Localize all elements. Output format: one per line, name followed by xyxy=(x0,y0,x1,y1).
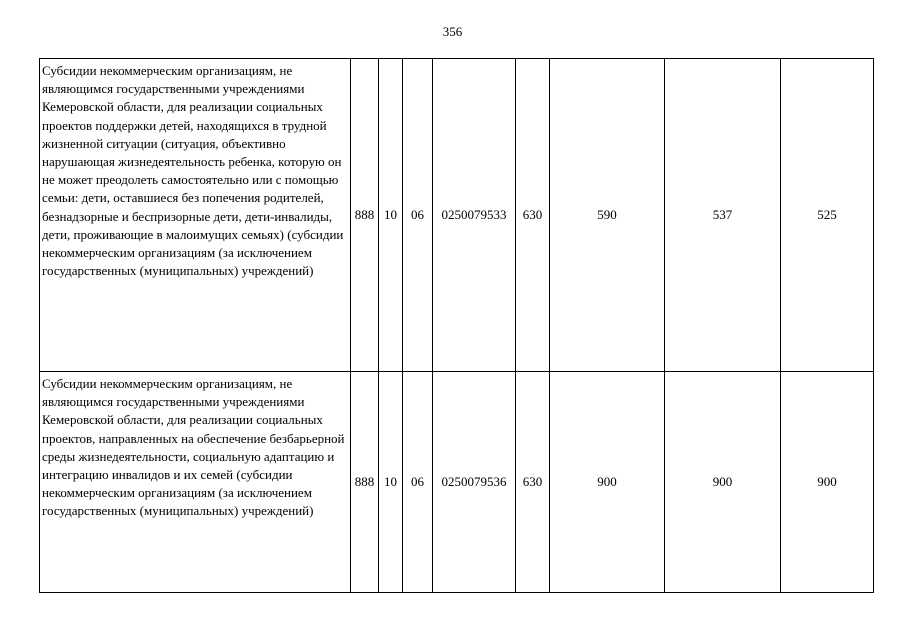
amount-year-3-cell: 525 xyxy=(781,59,874,372)
description-cell: Субсидии некоммерческим организациям, не являющимся государственными учреждениями Кемеровской области, для реализации социальных проектов, направленных на обеспечение безбарьерной среды жизнедеятельности, социальную адаптацию и интеграцию инвалидов и их семей (субсидии некоммерческим организациям (за исключением государственных (муниципальных) учреждений) xyxy=(40,372,351,593)
ministry-code-cell: 888 xyxy=(351,372,379,593)
amount-year-3-cell: 900 xyxy=(781,372,874,593)
subsection-code-cell: 06 xyxy=(403,59,433,372)
description-cell: Субсидии некоммерческим организациям, не являющимся государственными учреждениями Кемеровской области, для реализации социальных проектов поддержки детей, находящихся в трудной жизненной ситуации (ситуация, объективно нарушающая жизнедеятельность ребенка, которую он не может преодолеть самостоятельно или с помощью семьи: дети, оставшиеся без попечения родителей, безнадзорные и беспризорные дети, дети-инвалиды, дети, проживающие в малоимущих семьях) (субсидии некоммерческим организациям (за исключением государственных (муниципальных) учреждений) xyxy=(40,59,351,372)
amount-year-1-cell: 590 xyxy=(550,59,665,372)
amount-year-2-cell: 900 xyxy=(665,372,781,593)
ministry-code-cell: 888 xyxy=(351,59,379,372)
table-row xyxy=(40,372,874,593)
expense-type-cell: 630 xyxy=(516,59,550,372)
table-row xyxy=(40,59,874,372)
section-code-cell: 10 xyxy=(379,59,403,372)
section-code-cell: 10 xyxy=(379,372,403,593)
target-article-cell: 0250079533 xyxy=(433,59,516,372)
page-number: 356 xyxy=(442,24,463,39)
target-article-cell: 0250079536 xyxy=(433,372,516,593)
amount-year-2-cell: 537 xyxy=(665,59,781,372)
amount-year-1-cell: 900 xyxy=(550,372,665,593)
subsection-code-cell: 06 xyxy=(403,372,433,593)
budget-table xyxy=(39,58,874,593)
expense-type-cell: 630 xyxy=(516,372,550,593)
